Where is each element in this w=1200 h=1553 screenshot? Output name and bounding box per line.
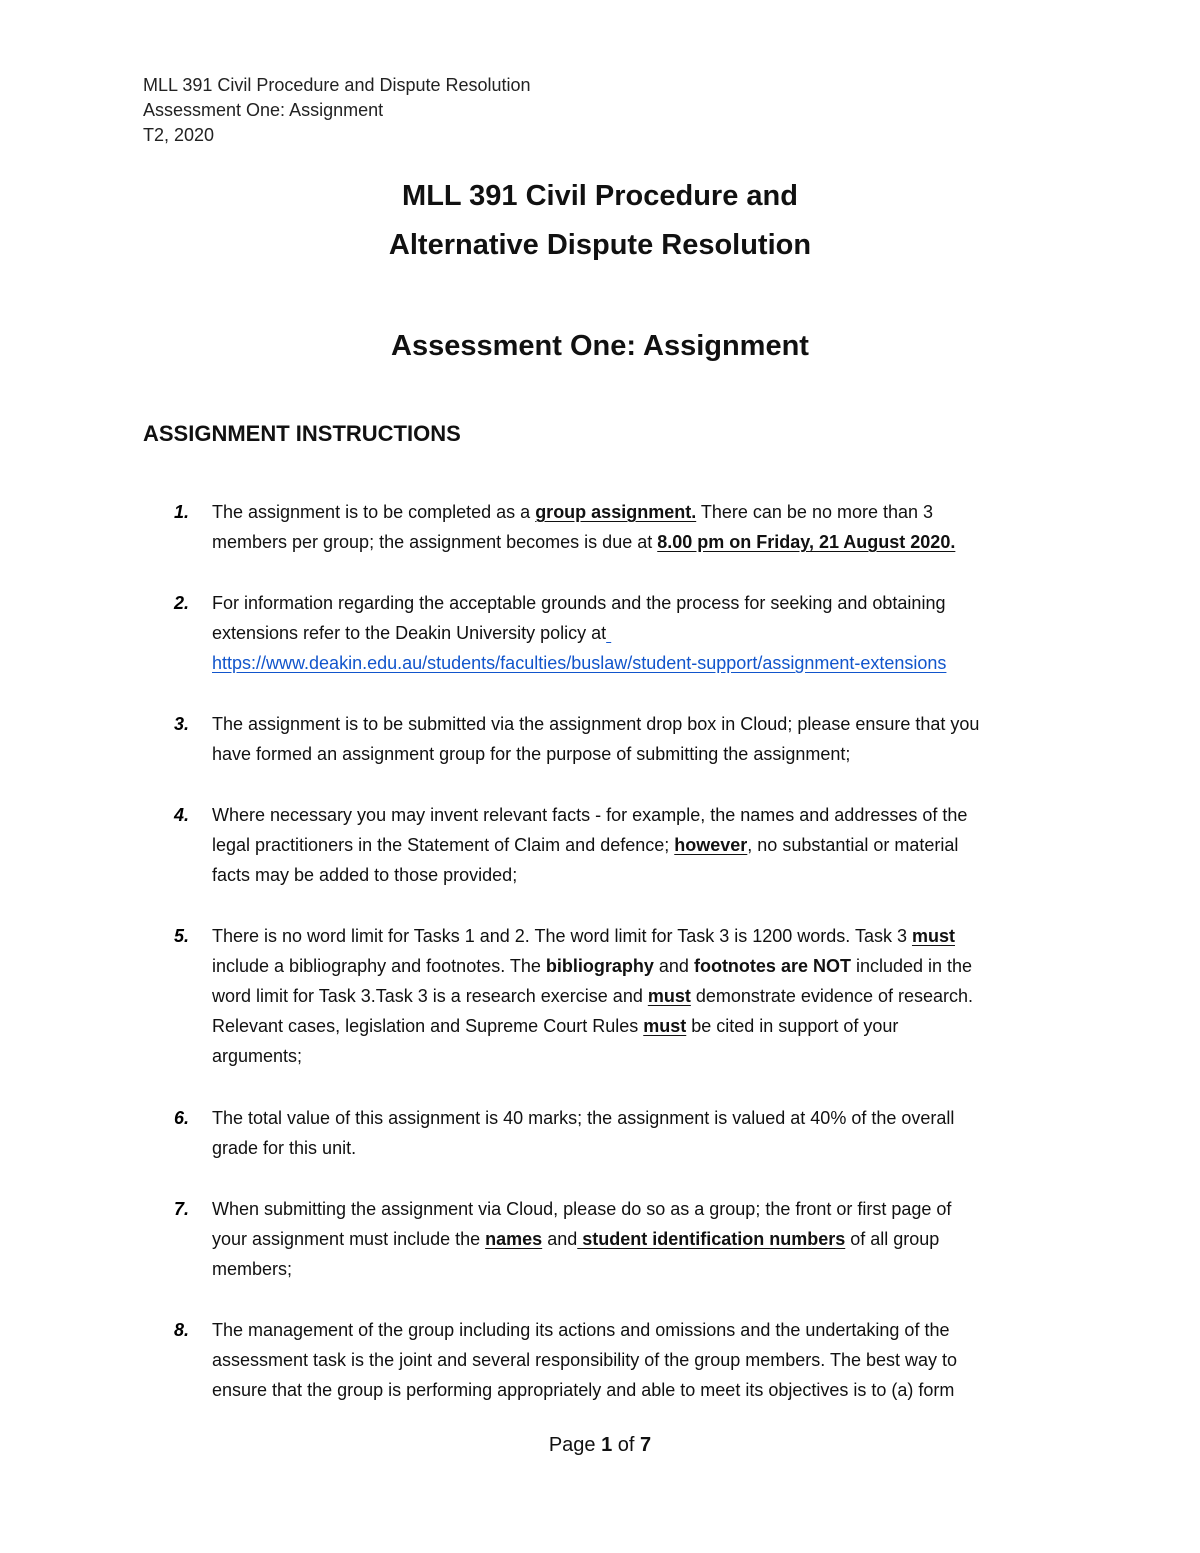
- extensions-policy-link[interactable]: https://www.deakin.edu.au/students/faculties/buslaw/student-support/assignment-extensions: [212, 653, 947, 673]
- item-number: 8.: [174, 1320, 190, 1340]
- total-pages: 7: [640, 1434, 652, 1456]
- text-run: be cited in support of your: [686, 1016, 899, 1036]
- text-run: and: [653, 956, 694, 976]
- text-run: legal practitioners in the Statement of Claim and defence;: [212, 835, 675, 855]
- item-number: 7.: [174, 1199, 190, 1219]
- footer-text: of: [612, 1434, 641, 1456]
- document-subtitle: [0, 322, 1200, 371]
- item-line: [212, 830, 958, 860]
- title-line-1: MLL 391 Civil Procedure and: [402, 180, 798, 212]
- text-run: of all group: [845, 1229, 940, 1249]
- emphasis-must: must: [643, 1016, 687, 1036]
- text-run: There can be no more than 3: [696, 502, 934, 522]
- item-line: For information regarding the acceptable grounds and the process for seeking and obtaining: [212, 593, 946, 613]
- item-line: facts may be added to those provided;: [212, 865, 518, 885]
- emphasis-however: however: [674, 835, 748, 855]
- text-run: and: [542, 1229, 578, 1249]
- text-run: The assignment is to be completed as a: [212, 502, 536, 522]
- text-run: , no substantial or material: [747, 835, 959, 855]
- item-line: [212, 497, 933, 527]
- item-number: 5.: [174, 926, 190, 946]
- text-run: There is no word limit for Tasks 1 and 2. The word limit for Task 3 is 1200 words. Task 3: [212, 926, 912, 946]
- item-line: [212, 1224, 939, 1254]
- section-heading: ASSIGNMENT INSTRUCTIONS: [143, 421, 461, 446]
- link-spacer: [606, 623, 611, 643]
- current-page-number: 1: [601, 1434, 613, 1456]
- item-line: ensure that the group is performing appropriately and able to meet its objectives is to (a) form: [212, 1380, 955, 1400]
- item-line: [212, 951, 972, 981]
- item-line: members;: [212, 1259, 293, 1279]
- item-number: 2.: [174, 593, 190, 613]
- emphasis-names: names: [485, 1229, 543, 1249]
- item-line: [212, 1011, 898, 1041]
- emphasis-bibliography: bibliography: [545, 956, 654, 976]
- item-number: 3.: [174, 714, 190, 734]
- emphasis-due-date: 8.00 pm on Friday, 21 August 2020.: [657, 532, 956, 552]
- item-line: [212, 618, 611, 648]
- item-line: [212, 527, 955, 557]
- item-line: Where necessary you may invent relevant facts - for example, the names and addresses of the: [212, 805, 968, 825]
- emphasis-group-assignment: group assignment.: [535, 502, 697, 522]
- item-number: 4.: [174, 805, 190, 825]
- text-run: extensions refer to the Deakin University policy at: [212, 623, 607, 643]
- text-run: members per group; the assignment becomes is due at: [212, 532, 658, 552]
- item-number: 6.: [174, 1108, 190, 1128]
- item-line: grade for this unit.: [212, 1138, 357, 1158]
- item-line: [212, 981, 973, 1011]
- item-line: The management of the group including its actions and omissions and the undertaking of the: [212, 1320, 950, 1340]
- header-assessment: Assessment One: Assignment: [143, 100, 384, 120]
- text-run: your assignment must include the: [212, 1229, 486, 1249]
- item-line: When submitting the assignment via Cloud, please do so as a group; the front or first page of: [212, 1199, 952, 1219]
- text-run: demonstrate evidence of research.: [690, 986, 974, 1006]
- footer-text: Page: [548, 1434, 602, 1456]
- document-title: [0, 172, 1200, 270]
- item-line: The assignment is to be submitted via the assignment drop box in Cloud; please ensure that you: [212, 714, 980, 734]
- emphasis-must: must: [647, 986, 691, 1006]
- text-run: include a bibliography and footnotes. The: [212, 956, 546, 976]
- item-line: assessment task is the joint and several responsibility of the group members. The best way to: [212, 1350, 958, 1370]
- emphasis-must: must: [911, 926, 955, 946]
- emphasis-footnotes-not: footnotes are NOT: [693, 956, 851, 976]
- item-number: 1.: [174, 502, 190, 522]
- text-run: Relevant cases, legislation and Supreme Court Rules: [212, 1016, 644, 1036]
- subtitle-line: Assessment One: Assignment: [391, 330, 809, 362]
- item-line: [212, 921, 955, 951]
- item-line: The total value of this assignment is 40 marks; the assignment is valued at 40% of the overall: [212, 1108, 955, 1128]
- title-line-2: Alternative Dispute Resolution: [388, 229, 812, 261]
- header-term: T2, 2020: [143, 125, 215, 145]
- emphasis-student-ids: student identification numbers: [577, 1229, 846, 1249]
- page-footer: [0, 1430, 1200, 1460]
- text-run: word limit for Task 3.Task 3 is a research exercise and: [212, 986, 648, 1006]
- text-run: included in the: [850, 956, 973, 976]
- running-header: [143, 73, 531, 148]
- item-line: arguments;: [212, 1046, 303, 1066]
- header-course: MLL 391 Civil Procedure and Dispute Resolution: [143, 75, 531, 95]
- item-line: have formed an assignment group for the purpose of submitting the assignment;: [212, 744, 851, 764]
